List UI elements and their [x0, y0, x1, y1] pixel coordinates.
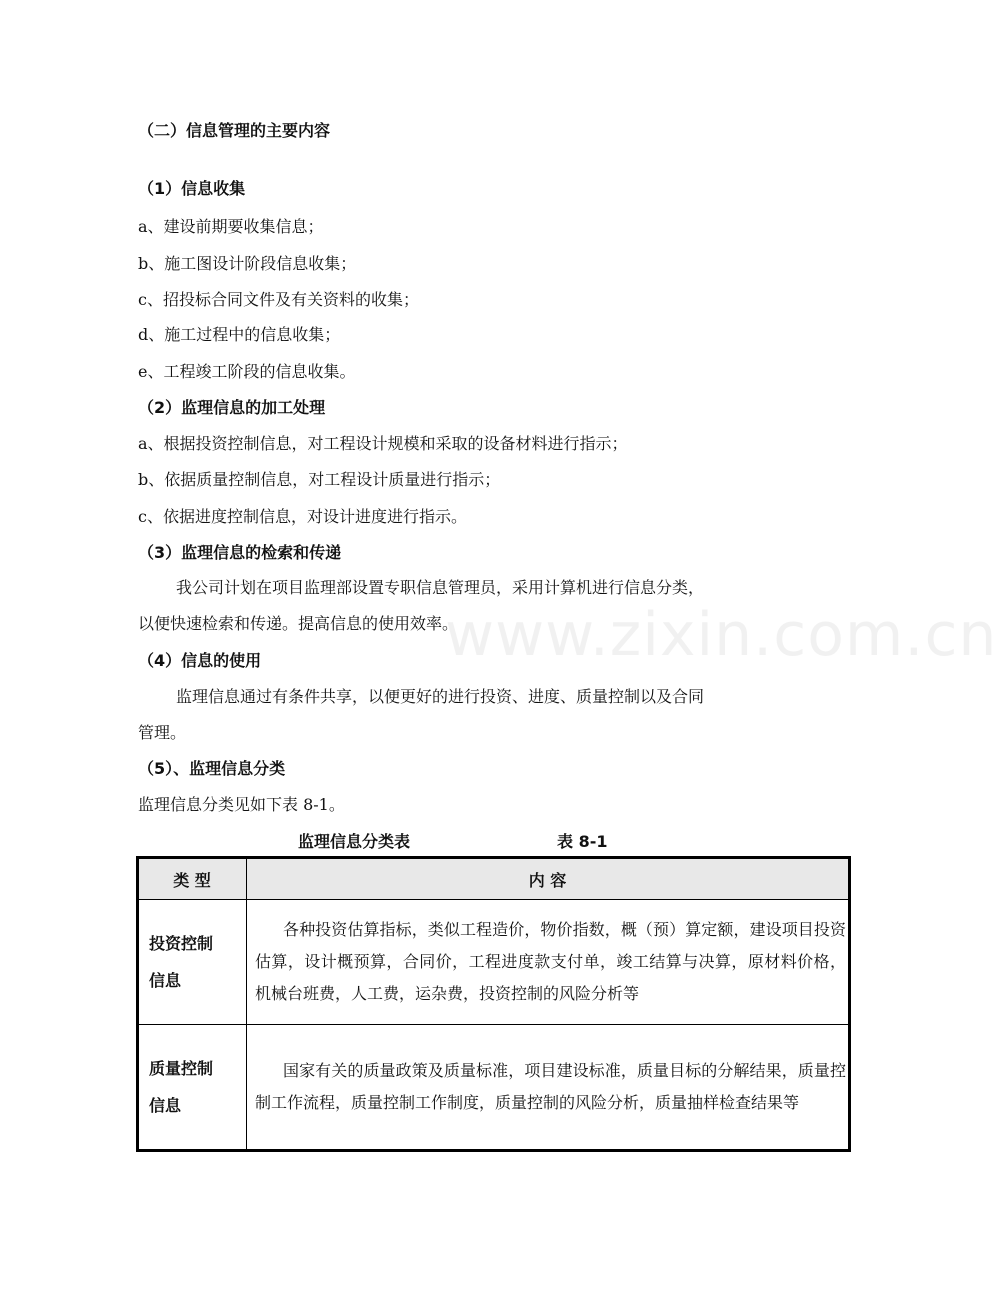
heading-usage: （4）信息的使用: [138, 651, 262, 670]
row-content: 各种投资估算指标，类似工程造价，物价指数，概（预）算定额，建设项目投资估算，设计概预算，合同价，工程进度款支付单，竣工结算与决算，原材料价格，机械台班费，人工费，运杂费，投资控制的风险分析等: [247, 900, 850, 1025]
list-item: b、依据质量控制信息，对工程设计质量进行指示；: [138, 470, 501, 489]
list-item: e、工程竣工阶段的信息收集。: [138, 362, 356, 381]
list-item: c、招投标合同文件及有关资料的收集；: [138, 290, 419, 309]
table-caption: 监理信息分类表: [298, 832, 411, 851]
heading-info-collection: （1）信息收集: [138, 179, 246, 198]
list-item: d、施工过程中的信息收集；: [138, 325, 341, 344]
list-item: a、根据投资控制信息，对工程设计规模和采取的设备材料进行指示；: [138, 434, 628, 453]
paragraph-line: 以便快速检索和传递。提高信息的使用效率。: [138, 614, 459, 633]
row-type: [138, 1025, 247, 1151]
row-type-line: 质量控制: [149, 1059, 214, 1078]
table-row: [138, 900, 850, 1025]
table-number: 表 8-1: [557, 832, 608, 851]
table-row: [138, 1025, 850, 1151]
paragraph-line: 监理信息分类见如下表 8-1。: [138, 795, 345, 814]
heading-classification: （5）、监理信息分类: [138, 759, 286, 778]
paragraph-line: 监理信息通过有条件共享，以便更好的进行投资、进度、质量控制以及合同: [176, 687, 705, 706]
header-content: 内 容: [247, 858, 850, 900]
list-item: a、建设前期要收集信息；: [138, 217, 324, 236]
watermark: www.zixin.com.cn: [445, 600, 997, 670]
list-item: b、施工图设计阶段信息收集；: [138, 254, 357, 273]
row-type: [138, 900, 247, 1025]
list-item: c、依据进度控制信息，对设计进度进行指示。: [138, 507, 467, 526]
heading-processing: （2）监理信息的加工处理: [138, 398, 326, 417]
paragraph-line: 管理。: [138, 723, 187, 742]
table-header-row: [138, 858, 850, 900]
heading-retrieval: （3）监理信息的检索和传递: [138, 543, 342, 562]
row-content: 国家有关的质量政策及质量标准，项目建设标准，质量目标的分解结果，质量控制工作流程，质量控制工作制度，质量控制的风险分析，质量抽样检查结果等: [247, 1025, 850, 1151]
classification-table: [136, 856, 851, 1152]
header-type: 类 型: [138, 858, 247, 900]
paragraph-line: 我公司计划在项目监理部设置专职信息管理员，采用计算机进行信息分类，: [176, 578, 705, 597]
row-type-line: 信息: [149, 971, 182, 990]
section-title: （二）信息管理的主要内容: [138, 121, 331, 140]
row-type-line: 投资控制: [149, 934, 214, 953]
row-type-line: 信息: [149, 1096, 182, 1115]
